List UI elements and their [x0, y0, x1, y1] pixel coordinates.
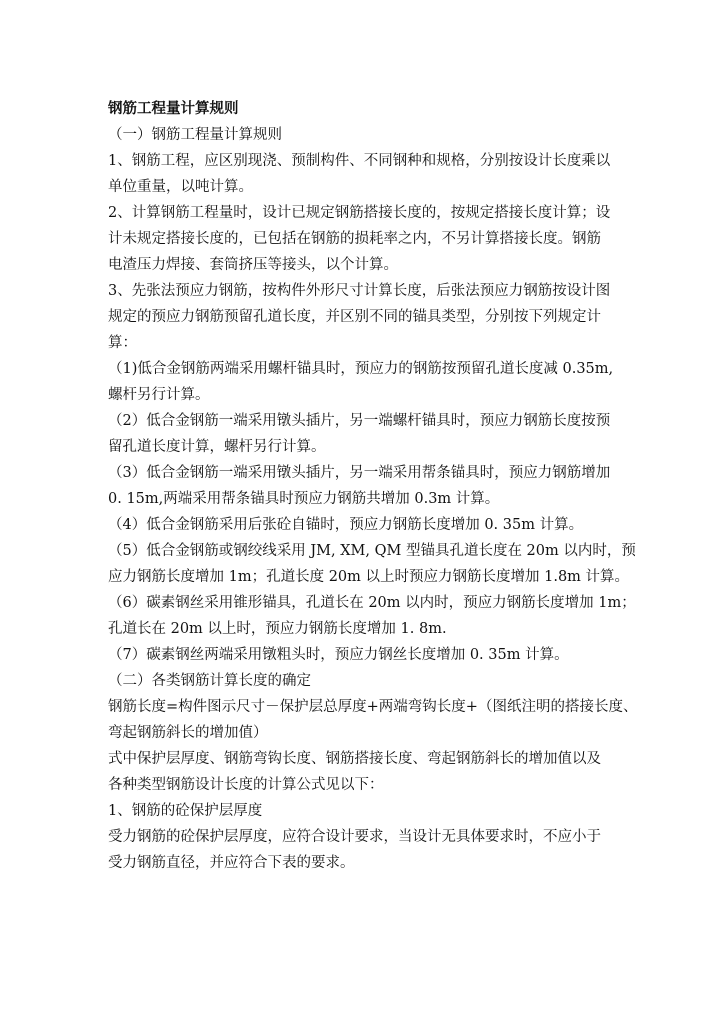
text-line: （5）低合金钢筋或钢绞线采用 JM, XM, QM 型锚具孔道长度在 20m 以内时，预	[108, 543, 636, 559]
text-line: 受力钢筋的砼保护层厚度，应符合设计要求，当设计无具体要求时，不应小于	[108, 829, 601, 845]
document-body	[108, 96, 638, 876]
text-line: （7）碳素钢丝两端采用镦粗头时，预应力钢丝长度增加 0. 35m 计算。	[108, 647, 569, 663]
text-line: （一）钢筋工程量计算规则	[108, 127, 282, 143]
text-line: （6）碳素钢丝采用锥形锚具，孔道长在 20m 以内时，预应力钢筋长度增加 1m；	[108, 595, 636, 611]
text-line: 留孔道长度计算，螺杆另行计算。	[108, 439, 326, 455]
text-line: 单位重量，以吨计算。	[108, 179, 253, 195]
text-line: （1)低合金钢筋两端采用螺杆锚具时，预应力的钢筋按预留孔道长度减 0.35m,	[108, 361, 614, 377]
text-line: 算：	[108, 335, 137, 351]
text-line: （2）低合金钢筋一端采用镦头插片，另一端螺杆锚具时，预应力钢筋长度按预	[108, 413, 611, 429]
text-line: 1、钢筋的砼保护层厚度	[108, 803, 263, 819]
text-line: 各种类型钢筋设计长度的计算公式见以下：	[108, 777, 384, 793]
text-line: 受力钢筋直径，并应符合下表的要求。	[108, 855, 355, 871]
text-line: （4）低合金钢筋采用后张砼自锚时，预应力钢筋长度增加 0. 35m 计算。	[108, 517, 584, 533]
text-line: 3、先张法预应力钢筋，按构件外形尺寸计算长度，后张法预应力钢筋按设计图	[108, 283, 611, 299]
text-line: 2、计算钢筋工程量时，设计已规定钢筋搭接长度的，按规定搭接长度计算；设	[108, 205, 611, 221]
text-line: 式中保护层厚度、钢筋弯钩长度、钢筋搭接长度、弯起钢筋斜长的增加值以及	[108, 751, 601, 767]
text-line: 应力钢筋长度增加 1m；孔道长度 20m 以上时预应力钢筋长度增加 1.8m 计算。	[108, 569, 630, 585]
text-line: 电渣压力焊接、套筒挤压等接头，以个计算。	[108, 257, 398, 273]
text-line: 钢筋长度=构件图示尺寸－保护层总厚度+两端弯钩长度+（图纸注明的搭接长度、	[108, 699, 638, 715]
text-line: （3）低合金钢筋一端采用镦头插片，另一端采用帮条锚具时，预应力钢筋增加	[108, 465, 611, 481]
text-line: 螺杆另行计算。	[108, 387, 210, 403]
text-line: 弯起钢筋斜长的增加值）	[108, 725, 268, 741]
text-line: 孔道长在 20m 以上时，预应力钢筋长度增加 1. 8m.	[108, 621, 447, 637]
text-line: 1、钢筋工程，应区别现浇、预制构件、不同钢种和规格，分别按设计长度乘以	[108, 153, 611, 169]
text-line: 规定的预应力钢筋预留孔道长度，并区别不同的锚具类型，分别按下列规定计	[108, 309, 601, 325]
text-line: 0. 15m,两端采用帮条锚具时预应力钢筋共增加 0.3m 计算。	[108, 491, 500, 507]
document-title: 钢筋工程量计算规则	[108, 101, 239, 117]
text-line: 计未规定搭接长度的，已包括在钢筋的损耗率之内，不另计算搭接长度。钢筋	[108, 231, 601, 247]
text-line: （二）各类钢筋计算长度的确定	[108, 673, 311, 689]
